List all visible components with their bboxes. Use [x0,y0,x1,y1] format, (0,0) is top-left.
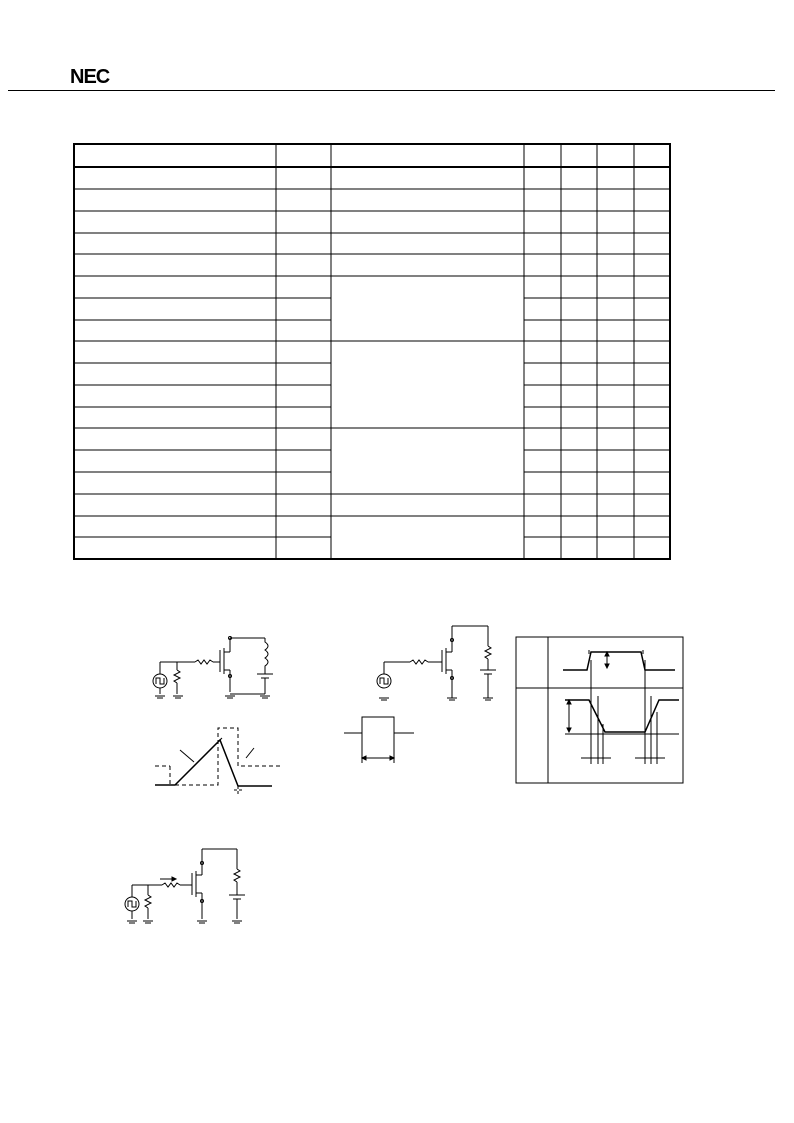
nec-logo: NEC [70,66,110,88]
header-rule [8,90,775,91]
unclamped-inductive-switching-test-circuit [145,620,285,700]
input-pulse-width [342,715,417,765]
inductive-switching-waveform [150,728,285,798]
switching-time-waveform [515,636,685,784]
electrical-characteristics-table [73,143,671,560]
switching-time-test-circuit [370,622,500,702]
table-grid [73,143,671,560]
gate-charge-test-circuit [120,845,250,930]
